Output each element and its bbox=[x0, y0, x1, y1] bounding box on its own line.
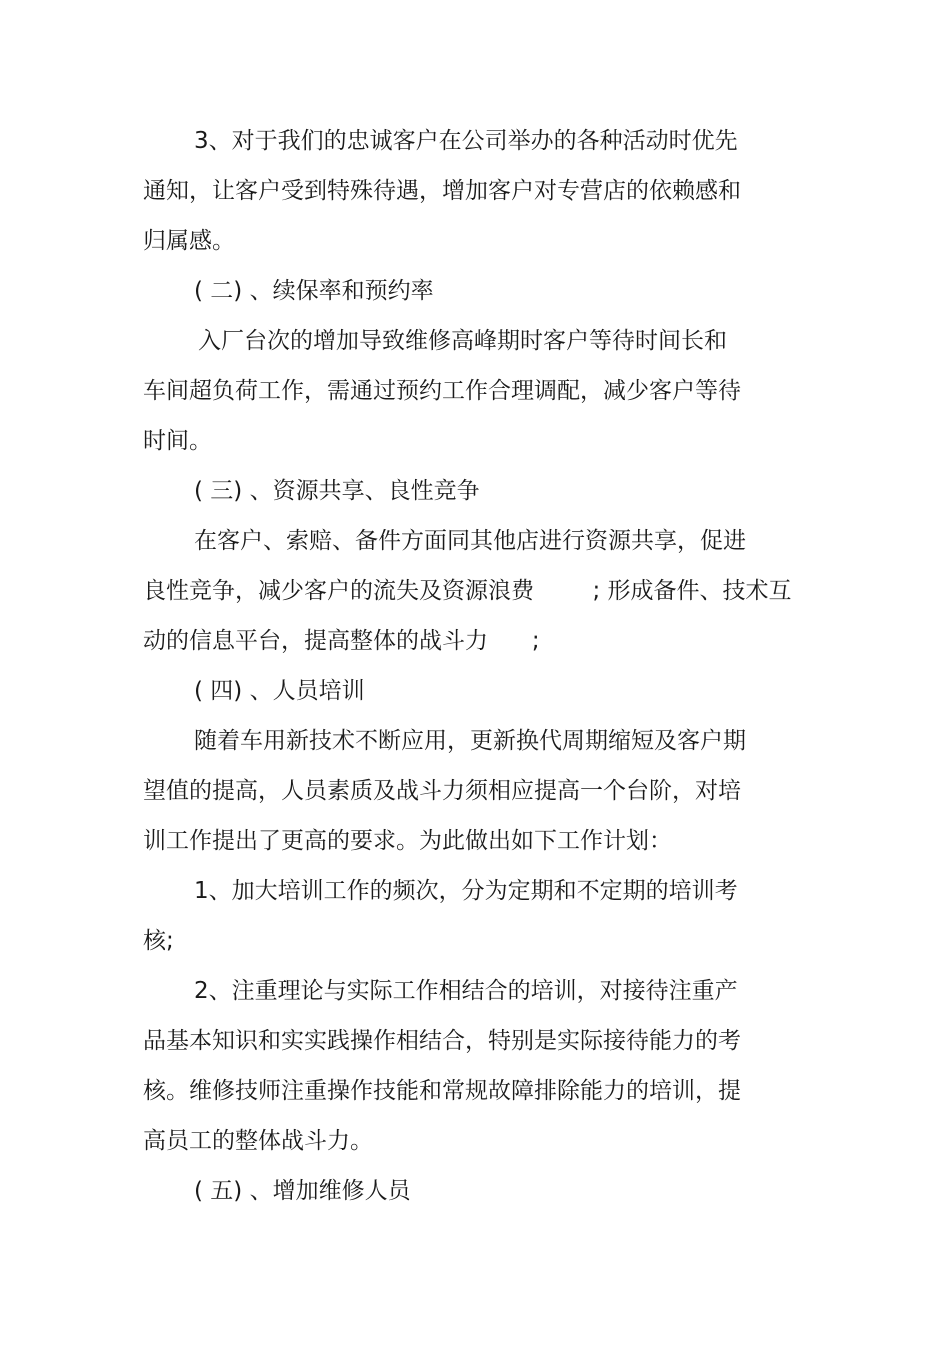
paragraph-line: 品基本知识和实实践操作相结合，特别是实际接待能力的考 bbox=[143, 1028, 741, 1054]
paragraph-line: 通知，让客户受到特殊待遇，增加客户对专营店的依赖感和 bbox=[143, 178, 741, 204]
paragraph-line: 时间。 bbox=[143, 428, 212, 454]
paragraph-line: 车间超负荷工作，需通过预约工作合理调配，减少客户等待 bbox=[143, 378, 741, 404]
section-heading: ( 四) 、人员培训 bbox=[194, 678, 365, 704]
paragraph-line: 训工作提出了更高的要求。为此做出如下工作计划： bbox=[143, 828, 672, 854]
list-item-line: 1、加大培训工作的频次，分为定期和不定期的培训考 bbox=[194, 878, 738, 904]
paragraph-line: 在客户、索赔、备件方面同其他店进行资源共享，促进 bbox=[194, 528, 746, 554]
list-item-line: 2、注重理论与实际工作相结合的培训，对接待注重产 bbox=[194, 978, 738, 1004]
section-heading: ( 二) 、续保率和预约率 bbox=[194, 278, 434, 304]
section-heading: ( 五) 、增加维修人员 bbox=[194, 1178, 411, 1204]
paragraph-line: 望值的提高，人员素质及战斗力须相应提高一个台阶，对培 bbox=[143, 778, 741, 804]
list-item-line: 核; bbox=[143, 928, 174, 954]
paragraph-line: 动的信息平台，提高整体的战斗力 ; bbox=[143, 628, 540, 654]
paragraph-line: 3、对于我们的忠诚客户在公司举办的各种活动时优先 bbox=[194, 128, 738, 154]
paragraph-line: 良性竞争，减少客户的流失及资源浪费 ; 形成备件、技术互 bbox=[143, 578, 792, 604]
paragraph-line: 入厂台次的增加导致维修高峰期时客户等待时间长和 bbox=[198, 328, 727, 354]
paragraph-line: 核。维修技师注重操作技能和常规故障排除能力的培训，提 bbox=[143, 1078, 741, 1104]
paragraph-line: 归属感。 bbox=[143, 228, 235, 254]
paragraph-line: 随着车用新技术不断应用，更新换代周期缩短及客户期 bbox=[194, 728, 746, 754]
paragraph-line: 高员工的整体战斗力。 bbox=[143, 1128, 373, 1154]
section-heading: ( 三) 、资源共享、良性竞争 bbox=[194, 478, 480, 504]
